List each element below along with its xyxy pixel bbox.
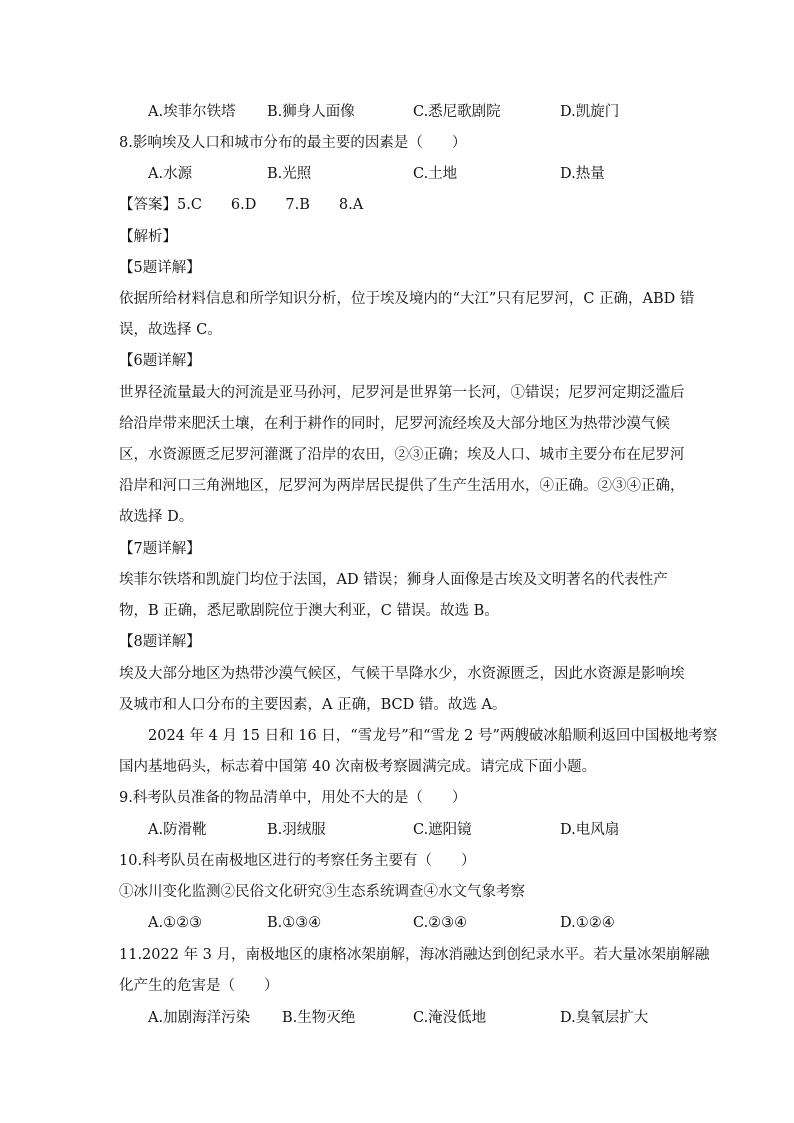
q7-option-c: C.悉尼歌剧院 xyxy=(413,104,501,120)
detail-7-line-1: 埃菲尔铁塔和凯旋门均位于法国，AD 错误；狮身人面像是古埃及文明著名的代表性产 xyxy=(119,572,668,588)
detail-6-line-4: 沿岸和河口三角洲地区，尼罗河为两岸居民提供了生产生活用水，④正确。②③④正确， xyxy=(119,478,685,494)
q10-option-c: C.②③④ xyxy=(413,915,468,931)
detail-8-line-2: 及城市和人口分布的主要因素，A 正确，BCD 错。故选 A。 xyxy=(119,697,507,713)
detail-8-tag: 【8题详解】 xyxy=(119,634,201,650)
q7-option-a: A.埃菲尔铁塔 xyxy=(148,104,236,120)
q9-option-c: C.遮阳镜 xyxy=(413,822,472,838)
detail-7-line-2: 物，B 正确，悉尼歌剧院位于澳大利亚，C 错误。故选 B。 xyxy=(119,603,499,619)
detail-6-line-2: 给沿岸带来肥沃土壤，在利于耕作的同时，尼罗河流经埃及大部分地区为热带沙漠气候 xyxy=(119,416,670,432)
q10-option-d: D.①②④ xyxy=(560,915,615,931)
answer-text: 5.C 6.D 7.B 8.A xyxy=(177,197,364,213)
detail-6-line-3: 区，水资源匮乏尼罗河灌溉了沿岸的农田，②③正确；埃及人口、城市主要分布在尼罗河 xyxy=(119,447,685,463)
q9-option-b: B.羽绒服 xyxy=(267,822,326,838)
detail-8-line-1: 埃及大部分地区为热带沙漠气候区，气候干旱降水少，水资源匮乏，因此水资源是影响埃 xyxy=(119,666,685,682)
q11-stem-line-1: 11.2022 年 3 月，南极地区的康格冰架崩解，海冰消融达到创纪录水平。若大量冰架崩解融 xyxy=(119,947,710,963)
q8-option-b: B.光照 xyxy=(267,166,312,182)
detail-6-line-5: 故选择 D。 xyxy=(119,509,194,525)
answer-line xyxy=(119,195,363,215)
q10-stem: 10.科考队员在南极地区进行的考察任务主要有（ ） xyxy=(119,853,476,869)
detail-5-line-2: 误，故选择 C。 xyxy=(119,322,222,338)
q9-option-d: D.电风扇 xyxy=(560,822,620,838)
answer-tag: 【答案】 xyxy=(119,197,177,213)
q8-option-c: C.土地 xyxy=(413,166,458,182)
q8-stem: 8.影响埃及人口和城市分布的最主要的因素是（ ） xyxy=(119,135,467,151)
q11-stem-line-2: 化产生的危害是（ ） xyxy=(119,978,279,994)
detail-6-tag: 【6题详解】 xyxy=(119,353,201,369)
q8-option-d: D.热量 xyxy=(560,166,605,182)
material-line-2: 国内基地码头，标志着中国第 40 次南极考察圆满完成。请完成下面小题。 xyxy=(119,759,597,775)
q10-option-a: A.①②③ xyxy=(148,915,203,931)
q10-items: ①冰川变化监测②民俗文化研究③生态系统调查④水文气象考察 xyxy=(119,884,525,900)
material-line-1: 2024 年 4 月 15 日和 16 日，“雪龙号”和“雪龙 2 号”两艘破冰船顺利返回中国极地考察 xyxy=(148,728,718,744)
detail-7-tag: 【7题详解】 xyxy=(119,541,201,557)
q7-option-d: D.凯旋门 xyxy=(560,104,620,120)
q11-option-c: C.淹没低地 xyxy=(413,1010,487,1026)
q8-option-a: A.水源 xyxy=(148,166,193,182)
q7-option-b: B.狮身人面像 xyxy=(267,104,355,120)
detail-5-tag: 【5题详解】 xyxy=(119,260,201,276)
q9-option-a: A.防滑靴 xyxy=(148,822,207,838)
detail-6-line-1: 世界径流量最大的河流是亚马孙河，尼罗河是世界第一长河，①错误；尼罗河定期泛滥后 xyxy=(119,385,685,401)
detail-5-line-1: 依据所给材料信息和所学知识分析，位于埃及境内的“大江”只有尼罗河，C 正确，ABD 错 xyxy=(119,291,695,307)
q10-option-b: B.①③④ xyxy=(267,915,322,931)
q11-option-a: A.加剧海洋污染 xyxy=(148,1010,251,1026)
q11-option-d: D.臭氧层扩大 xyxy=(560,1010,649,1026)
q9-stem: 9.科考队员准备的物品清单中，用处不大的是（ ） xyxy=(119,790,467,806)
analysis-tag: 【解析】 xyxy=(119,229,177,245)
q11-option-b: B.生物灭绝 xyxy=(282,1010,356,1026)
